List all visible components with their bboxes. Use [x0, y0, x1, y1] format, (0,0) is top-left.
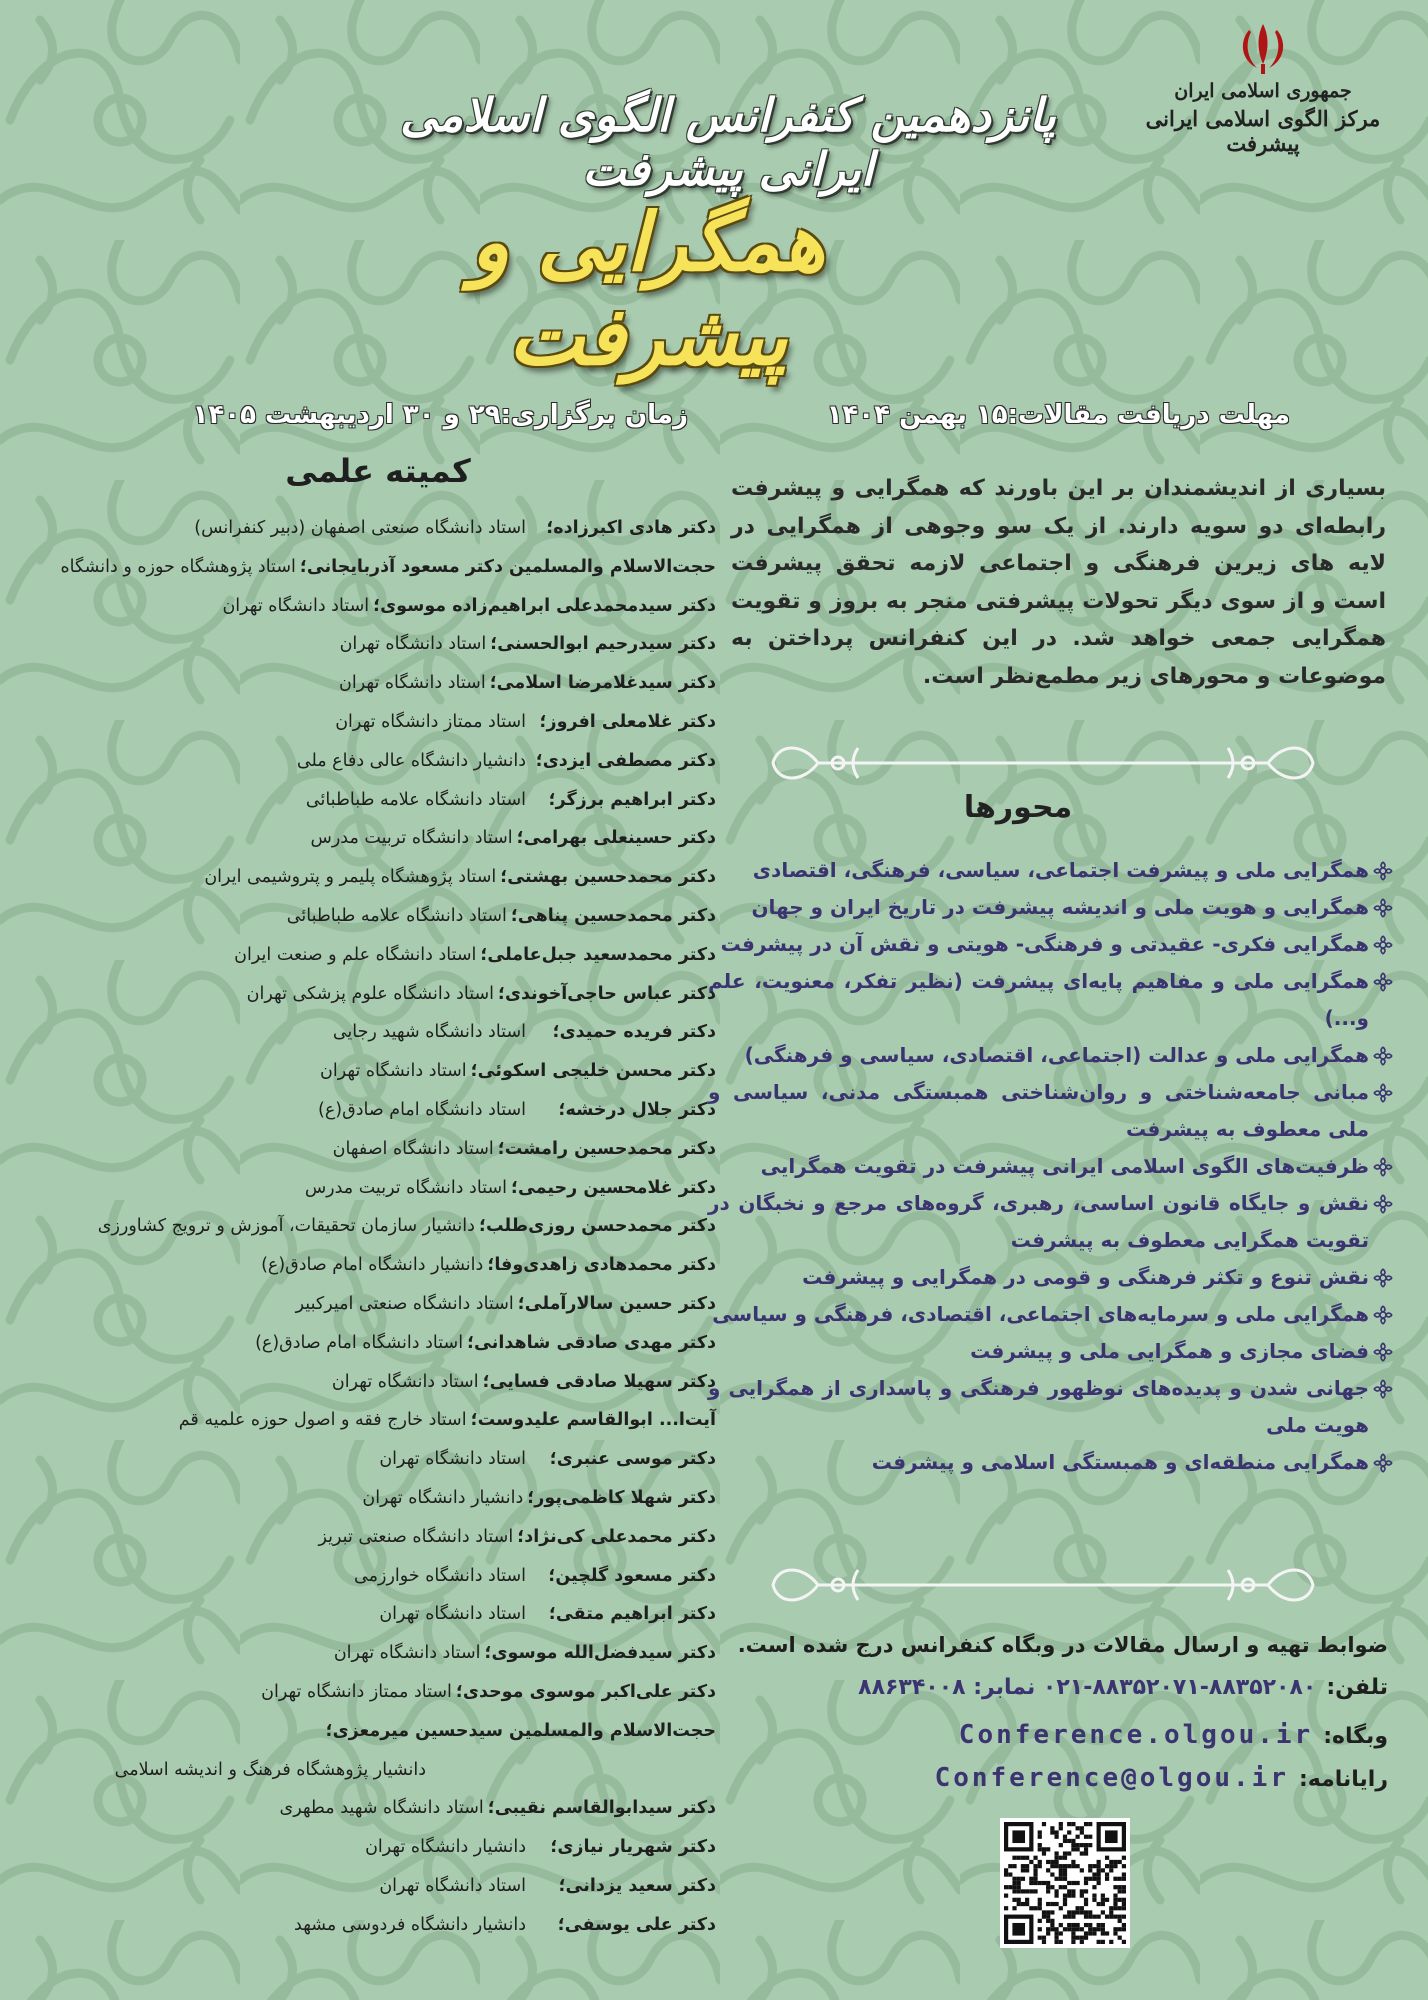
- committee-member: [40, 1410, 716, 1449]
- member-affiliation: استاد ممتاز دانشگاه تهران: [261, 1681, 452, 1702]
- committee-member: [40, 712, 716, 751]
- contact-website: [959, 1720, 1388, 1750]
- axis-item: [708, 1148, 1393, 1185]
- member-affiliation: استاد دانشگاه شهید رجایی: [332, 1022, 526, 1043]
- member-name: دکتر سیدمحمدعلی ابراهیم‌زاده موسوی؛: [373, 595, 716, 616]
- member-name: حجت‌الاسلام والمسلمین سیدحسین میرمعزی؛: [325, 1720, 716, 1741]
- member-affiliation: استاد دانشگاه علامه طباطبائی: [286, 905, 507, 926]
- committee-member: [40, 751, 716, 790]
- event-date-label: زمان برگزاری:: [500, 400, 688, 430]
- member-name: دکتر سیدغلامرضا اسلامی؛: [489, 673, 716, 694]
- committee-member: [40, 790, 716, 829]
- committee-member: [40, 1643, 716, 1682]
- member-name: دکتر محمدحسین رامشت؛: [497, 1138, 716, 1159]
- member-affiliation: استاد دانشگاه صنعتی تبریز: [318, 1526, 514, 1547]
- member-name: دکتر ابراهیم متقی؛: [548, 1604, 716, 1625]
- qr-code-icon: [1000, 1818, 1130, 1948]
- flower-bullet-icon: [1373, 1194, 1393, 1214]
- axis-item: [708, 852, 1393, 889]
- committee-member: [40, 1798, 716, 1837]
- member-name: دکتر مصطفی ایزدی؛: [535, 750, 716, 771]
- contact-phone: [858, 1675, 1388, 1700]
- intro-paragraph: بسیاری از اندیشمندان بر این باورند که همگرایی و پیشرفت رابطه‌ای دو سویه دارند. از یک سو وجوهی از همگرایی در لایه های زیرین فرهنگی و اجتماعی لازمه تحقق پیشرفت است و از سوی دیگر تحولات پیشرفتی منجر به بروز و تقویت همگرایی جمعی خواهد شد. در این کنفرانس پرداختن به موضوعات و محورهای زیر مطمع‌نظر است.: [731, 476, 1386, 689]
- member-affiliation: استاد دانشگاه صنعتی اصفهان (دبیر کنفرانس): [194, 518, 526, 538]
- member-name: دکتر سیدرحیم ابوالحسنی؛: [490, 634, 716, 655]
- member-name: دکتر علی یوسفی؛: [557, 1914, 716, 1935]
- committee-member: [40, 1915, 716, 1954]
- axes-title: محورها: [963, 790, 1073, 825]
- member-affiliation: دانشیار دانشگاه عالی دفاع ملی: [296, 750, 526, 771]
- committee-member: [40, 1139, 716, 1178]
- member-name: دکتر سهیلا صادقی فسایی؛: [482, 1371, 716, 1392]
- member-name: دکتر محسن خلیجی اسکوئی؛: [470, 1061, 716, 1082]
- member-affiliation: استاد دانشگاه علوم پزشکی تهران: [246, 983, 494, 1004]
- organization-header: [1133, 20, 1393, 156]
- deadline-value: ۱۵ بهمن ۱۴۰۴: [826, 400, 1008, 430]
- axis-item: [708, 1370, 1393, 1444]
- committee-member: [40, 828, 716, 867]
- flower-bullet-icon: [1373, 1268, 1393, 1288]
- axis-item-text: نقش و جایگاه قانون اساسی، رهبری، گروه‌های مرجع و نخبگان در تقویت همگرایی معطوف به پیشرفت: [708, 1191, 1369, 1252]
- committee-member: [40, 945, 716, 984]
- member-name: دکتر موسی عنبری؛: [549, 1449, 716, 1470]
- committee-member: [40, 596, 716, 635]
- committee-member: [40, 1216, 716, 1255]
- member-affiliation: استاد دانشگاه تهران: [339, 673, 486, 694]
- ornament-divider-icon: [758, 738, 1328, 788]
- axis-item: [708, 1037, 1393, 1074]
- committee-member: [40, 1876, 716, 1915]
- member-name: آیت‌ا... ابوالقاسم علیدوست؛: [470, 1410, 716, 1431]
- member-affiliation: استاد دانشگاه تهران: [333, 1643, 481, 1664]
- flower-bullet-icon: [1373, 1453, 1393, 1473]
- member-name: دکتر شهلا کاظمی‌پور؛: [527, 1487, 716, 1508]
- member-affiliation: استاد پژوهشگاه پلیمر و پتروشیمی ایران: [204, 867, 497, 888]
- member-name: دکتر مسعود گلچین؛: [548, 1565, 716, 1586]
- axis-item-text: همگرایی ملی و سرمایه‌های اجتماعی، اقتصادی، فرهنگی و سیاسی: [712, 1302, 1369, 1326]
- member-affiliation: استاد دانشگاه شهید مطهری: [279, 1798, 484, 1819]
- member-affiliation: استاد دانشگاه تربیت مدرس: [304, 1177, 507, 1198]
- member-affiliation: استاد دانشگاه تهران: [331, 1371, 479, 1392]
- axis-item-text: مبانی جامعه‌شناختی و روان‌شناختی همبستگی مدنی، سیاسی و ملی معطوف به پیشرفت: [708, 1080, 1369, 1141]
- flower-bullet-icon: [1373, 1083, 1393, 1103]
- member-name: دکتر شهریار نیازی؛: [550, 1837, 716, 1858]
- committee-member: [40, 1178, 716, 1217]
- committee-member: [40, 1566, 716, 1605]
- member-name: دکتر سعید یزدانی؛: [558, 1875, 716, 1896]
- axes-list: [708, 852, 1393, 1481]
- submission-deadline: [817, 400, 1290, 430]
- axis-item-text: نقش تنوع و تکثر فرهنگی و قومی در همگرایی و پیشرفت: [802, 1265, 1369, 1289]
- committee-member: [40, 557, 716, 596]
- axis-item-text: همگرایی ملی و عدالت (اجتماعی، اقتصادی، سیاسی و فرهنگی): [744, 1043, 1369, 1067]
- committee-member: [40, 1294, 716, 1333]
- flower-bullet-icon: [1373, 1305, 1393, 1325]
- committee-member: [40, 518, 716, 557]
- submission-rules-note: ضوابط تهیه و ارسال مقالات در وبگاه کنفرانس درج شده است.: [737, 1633, 1388, 1657]
- member-affiliation: استاد ممتاز دانشگاه تهران: [335, 711, 526, 732]
- member-affiliation: استاد دانشگاه تهران: [320, 1061, 467, 1082]
- committee-member: [40, 1333, 716, 1372]
- committee-member: [40, 1255, 716, 1294]
- conference-title: پانزدهمین کنفرانس الگوی اسلامی ایرانی پیشرفت: [400, 88, 1056, 196]
- axis-item-text: ظرفیت‌های الگوی اسلامی ایرانی پیشرفت در تقویت همگرایی: [760, 1154, 1369, 1178]
- flower-bullet-icon: [1373, 861, 1393, 881]
- committee-member: [40, 984, 716, 1023]
- member-affiliation: دانشیار دانشگاه فردوسی مشهد: [294, 1914, 526, 1935]
- committee-member: [40, 634, 716, 673]
- member-affiliation: دانشیار دانشگاه تهران: [362, 1487, 524, 1508]
- flower-bullet-icon: [1373, 1157, 1393, 1177]
- member-affiliation: استاد پژوهشگاه حوزه و دانشگاه: [60, 556, 296, 577]
- member-affiliation: استاد دانشگاه تربیت مدرس: [310, 828, 513, 849]
- member-affiliation: استاد خارج فقه و اصول حوزه علمیه قم: [178, 1410, 467, 1431]
- member-affiliation: دانشیار دانشگاه امام صادق(ع): [261, 1255, 484, 1276]
- email-label: رایانامه:: [1298, 1767, 1388, 1792]
- committee-member: [40, 906, 716, 945]
- org-country-name: جمهوری اسلامی ایران: [1174, 80, 1352, 102]
- flower-bullet-icon: [1373, 935, 1393, 955]
- committee-member: [40, 1449, 716, 1488]
- flower-bullet-icon: [1373, 972, 1393, 992]
- member-name: دکتر حسین سالارآملی؛: [517, 1293, 716, 1314]
- member-affiliation: دانشیار دانشگاه تهران: [365, 1837, 526, 1858]
- ornament-divider-icon: [758, 1560, 1328, 1610]
- member-name: دکتر مهدی صادقی شاهدانی؛: [467, 1332, 716, 1353]
- member-name: دکتر غلامحسین رحیمی؛: [510, 1177, 716, 1198]
- member-name: دکتر محمدحسین بهشتی؛: [500, 867, 716, 888]
- flower-bullet-icon: [1373, 1379, 1393, 1399]
- axis-item-text: همگرایی و هویت ملی و اندیشه پیشرفت در تاریخ ایران و جهان: [751, 895, 1369, 919]
- axis-item: [708, 1444, 1393, 1481]
- axis-item: [708, 1333, 1393, 1370]
- member-name: دکتر علی‌اکبر موسوی موحدی؛: [455, 1681, 716, 1702]
- member-affiliation: استاد دانشگاه اصفهان: [332, 1138, 494, 1159]
- axis-item: [708, 1259, 1393, 1296]
- flower-bullet-icon: [1373, 898, 1393, 918]
- member-name: دکتر فریده حمیدی؛: [552, 1022, 716, 1043]
- member-affiliation: دانشیار پژوهشگاه فرهنگ و اندیشه اسلامی: [114, 1759, 426, 1780]
- member-name: دکتر محمدحسین پناهی؛: [510, 905, 716, 926]
- member-name: دکتر محمدهادی زاهدی‌وفا؛: [487, 1255, 716, 1276]
- phone-value: ۸۸۳۵۲۰۸۰-۸۸۳۵۲۰۷۱-۰۲۱ نمابر: ۸۸۶۳۴۰۰۸: [858, 1675, 1317, 1700]
- member-affiliation: استاد دانشگاه صنعتی امیرکبیر: [295, 1293, 514, 1314]
- axis-item: [708, 1185, 1393, 1259]
- axis-item: [708, 926, 1393, 963]
- axis-item: [708, 889, 1393, 926]
- axis-item: [708, 1074, 1393, 1148]
- committee-member: [40, 1061, 716, 1100]
- member-name: دکتر محمدحسن روزی‌طلب؛: [478, 1216, 716, 1237]
- phone-label: تلفن:: [1326, 1675, 1388, 1700]
- contact-email: [935, 1763, 1388, 1793]
- committee-member: [40, 673, 716, 712]
- axis-item: [708, 963, 1393, 1037]
- axis-item-text: همگرایی ملی و مفاهیم پایه‌ای پیشرفت (نظیر تفکر، معنویت، علم و...): [708, 969, 1369, 1030]
- axis-item-text: همگرایی منطقه‌ای و همبستگی اسلامی و پیشرفت: [871, 1450, 1369, 1474]
- member-affiliation: استاد دانشگاه تهران: [339, 634, 487, 655]
- committee-member: [40, 1022, 716, 1061]
- axis-item-text: فضای مجازی و همگرایی ملی و پیشرفت: [970, 1339, 1369, 1363]
- committee-member: [40, 1527, 716, 1566]
- committee-member: [40, 1604, 716, 1643]
- committee-member: [40, 1100, 716, 1139]
- committee-member: [40, 867, 716, 906]
- committee-member: [40, 1488, 716, 1527]
- member-affiliation: دانشیار سازمان تحقیقات، آموزش و ترویج کشاورزی: [97, 1216, 475, 1237]
- member-name: دکتر محمدعلی کی‌نژاد؛: [517, 1526, 716, 1547]
- email-link[interactable]: Conference@olgou.ir: [934, 1763, 1289, 1793]
- axis-item-text: همگرایی ملی و پیشرفت اجتماعی، سیاسی، فرهنگی، اقتصادی: [752, 858, 1369, 882]
- member-affiliation: استاد دانشگاه تهران: [222, 595, 370, 616]
- org-center-name: مرکز الگوی اسلامی ایرانی پیشرفت: [1145, 106, 1381, 156]
- member-affiliation: استاد دانشگاه امام صادق(ع): [318, 1099, 526, 1120]
- member-affiliation: استاد دانشگاه خوارزمی: [354, 1565, 526, 1586]
- conference-theme: همگرایی و پیشرفت: [470, 195, 826, 383]
- axis-item-text: همگرایی فکری- عقیدتی و فرهنگی- هویتی و نقش آن در پیشرفت: [720, 932, 1369, 956]
- website-link[interactable]: Conference.olgou.ir: [958, 1720, 1314, 1750]
- member-name: دکتر سیدفضل‌الله موسوی؛: [484, 1643, 716, 1664]
- deadline-label: مهلت دریافت مقالات:: [1007, 400, 1290, 430]
- flower-bullet-icon: [1373, 1342, 1393, 1362]
- committee-member: [40, 1682, 716, 1721]
- member-name: دکتر سیدابوالقاسم نقیبی؛: [487, 1798, 716, 1819]
- member-affiliation: استاد دانشگاه علم و صنعت ایران: [234, 944, 477, 965]
- emblem-icon: [1233, 20, 1293, 76]
- member-affiliation: استاد دانشگاه علامه طباطبائی: [305, 789, 526, 810]
- member-affiliation: استاد دانشگاه تهران: [379, 1604, 526, 1625]
- flower-bullet-icon: [1373, 1046, 1393, 1066]
- website-label: وبگاه:: [1323, 1724, 1388, 1749]
- committee-member: [40, 1760, 716, 1799]
- member-affiliation: استاد دانشگاه امام صادق(ع): [255, 1332, 464, 1353]
- member-name: دکتر ابراهیم برزگر؛: [548, 789, 716, 810]
- committee-member: [40, 1837, 716, 1876]
- committee-member: [40, 1721, 716, 1760]
- member-affiliation: استاد دانشگاه تهران: [379, 1875, 526, 1896]
- member-name: دکتر جلال درخشه؛: [558, 1099, 716, 1120]
- member-name: دکتر هادی اکبرزاده؛: [546, 518, 716, 538]
- member-name: دکتر غلامعلی افروز؛: [539, 711, 716, 732]
- member-name: دکتر محمدسعید جبل‌عاملی؛: [480, 944, 716, 965]
- axis-item-text: جهانی شدن و پدیده‌های نوظهور فرهنگی و پاسداری از همگرایی و هویت ملی: [708, 1376, 1369, 1437]
- committee-list: [40, 518, 716, 1953]
- member-name: حجت‌الاسلام والمسلمین دکتر مسعود آذربایجانی؛: [299, 556, 716, 577]
- member-name: دکتر عباس حاجی‌آخوندی؛: [498, 983, 716, 1004]
- axis-item: [708, 1296, 1393, 1333]
- member-affiliation: استاد دانشگاه تهران: [379, 1449, 526, 1470]
- event-date-value: ۲۹ و ۳۰ اردیبهشت ۱۴۰۵: [192, 400, 501, 430]
- committee-title: کمیته علمی: [285, 452, 471, 490]
- committee-member: [40, 1372, 716, 1411]
- event-date: [182, 400, 688, 430]
- member-name: دکتر حسینعلی بهرامی؛: [516, 828, 716, 849]
